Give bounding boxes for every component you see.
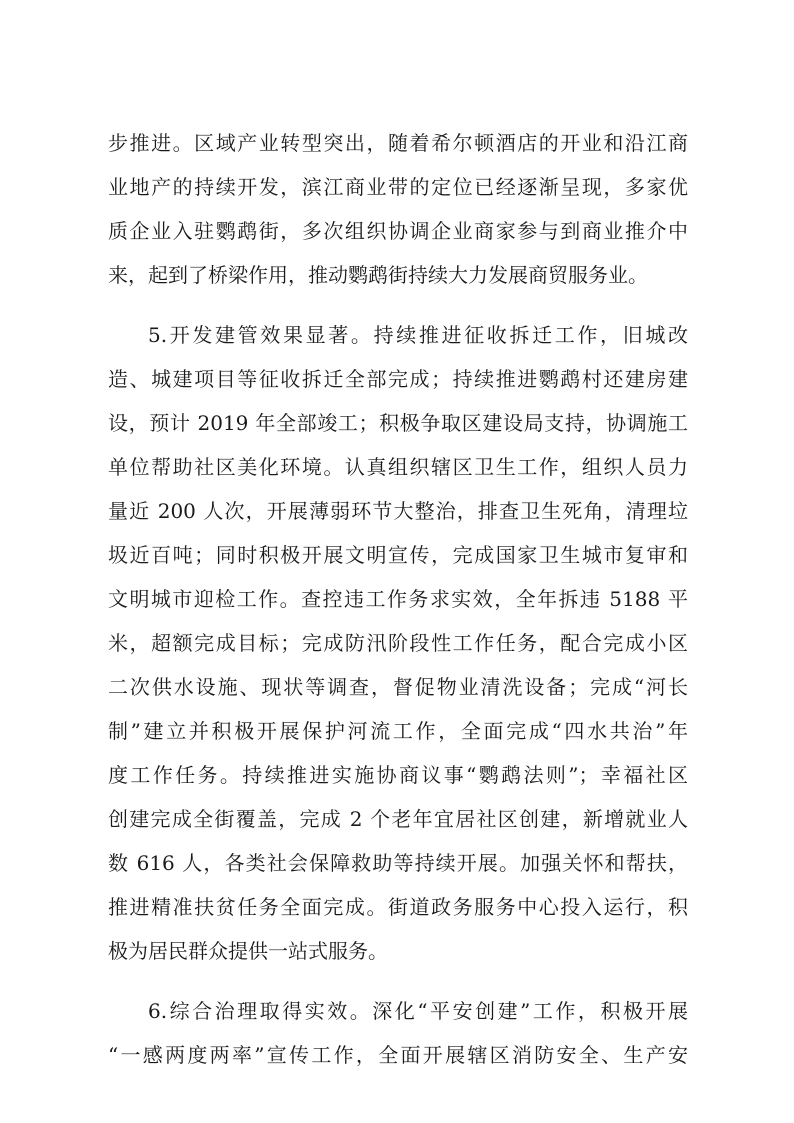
paragraph-2-line-11: 度工作任务。持续推进实施协商议事“鹦鹉法则”；幸福社区: [108, 763, 688, 787]
paragraph-2-line-3: 设，预计 2019 年全部竣工；积极争取区建设局支持，协调施工: [108, 411, 688, 435]
paragraph-3-line-1: 6.综合治理取得实效。深化“平安创建”工作，积极开展: [148, 999, 688, 1023]
paragraph-1-line-1: 步推进。区域产业转型突出，随着希尔顿酒店的开业和沿江商: [108, 131, 688, 155]
paragraph-2-line-4: 单位帮助社区美化环境。认真组织辖区卫生工作，组织人员力: [108, 455, 688, 479]
paragraph-2-line-12: 创建完成全街覆盖，完成 2 个老年宜居社区创建，新增就业人: [108, 807, 688, 831]
paragraph-2-line-13: 数 616 人，各类社会保障救助等持续开展。加强关怀和帮扶，: [108, 851, 688, 875]
paragraph-1-line-3: 质企业入驻鹦鹉街，多次组织协调企业商家参与到商业推介中: [108, 219, 688, 243]
paragraph-2-line-6: 圾近百吨；同时积极开展文明宣传，完成国家卫生城市复审和: [108, 543, 688, 567]
paragraph-2-line-9: 二次供水设施、现状等调查，督促物业清洗设备；完成“河长: [108, 675, 688, 699]
paragraph-3-line-2: “一感两度两率”宣传工作，全面开展辖区消防安全、生产安: [108, 1043, 688, 1067]
paragraph-2-line-5: 量近 200 人次，开展薄弱环节大整治，排查卫生死角，清理垃: [108, 499, 688, 523]
paragraph-2-line-1: 5.开发建管效果显著。持续推进征收拆迁工作，旧城改: [148, 323, 688, 347]
paragraph-2-line-14: 推进精准扶贫任务全面完成。街道政务服务中心投入运行，积: [108, 895, 688, 919]
paragraph-2-line-2: 造、城建项目等征收拆迁全部完成；持续推进鹦鹉村还建房建: [108, 367, 688, 391]
paragraph-1-line-4: 来，起到了桥梁作用，推动鹦鹉街持续大力发展商贸服务业。: [108, 263, 648, 287]
paragraph-1-line-2: 业地产的持续开发，滨江商业带的定位已经逐渐呈现，多家优: [108, 175, 688, 199]
paragraph-2-line-8: 米，超额完成目标；完成防汛阶段性工作任务，配合完成小区: [108, 631, 688, 655]
paragraph-2-line-15: 极为居民群众提供一站式服务。: [108, 939, 388, 963]
paragraph-2-line-10: 制”建立并积极开展保护河流工作，全面完成“四水共治”年: [108, 719, 688, 743]
paragraph-2-line-7: 文明城市迎检工作。查控违工作务求实效，全年拆违 5188 平: [108, 587, 688, 611]
